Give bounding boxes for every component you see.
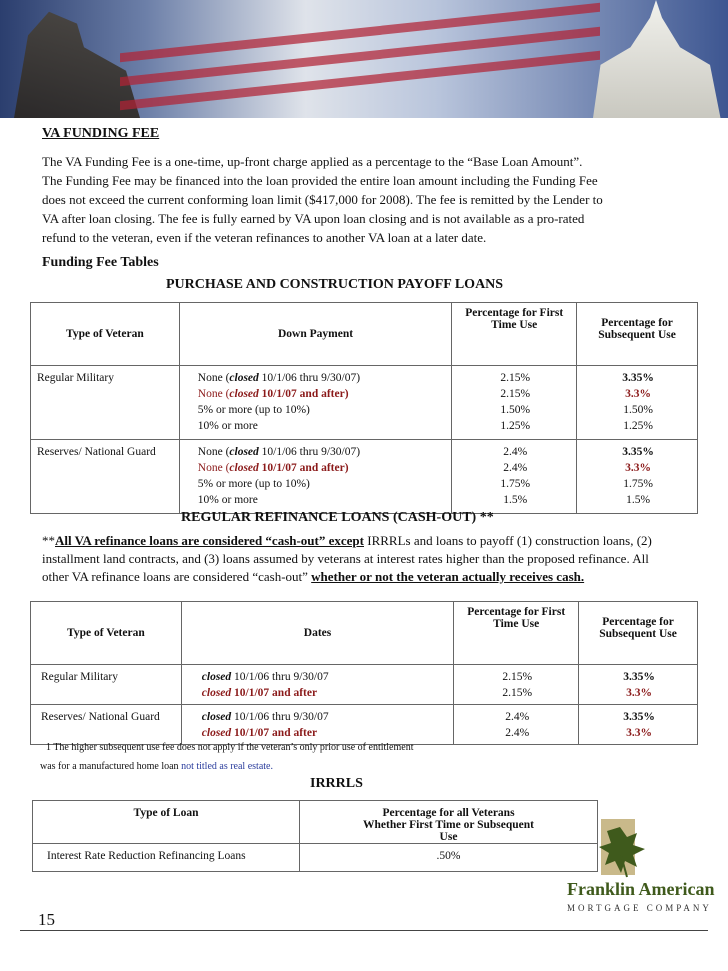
dates-cell [181,705,454,745]
intro-line: VA after loan closing. The fee is fully earned by VA upon loan closing and is not available as a pro-rated [42,211,585,226]
payment-text: 10/1/07 and after) [258,388,349,400]
pct: 3.35% [623,671,655,683]
date-text: 10/1/07 and after [231,727,318,739]
dates-cell [181,665,454,705]
payment-line [198,370,448,386]
header-subsequent: Percentage for Subsequent Use [579,602,698,665]
first-time-cell [452,366,577,440]
pct: 3.35% [622,446,654,458]
payment-text: 10/1/06 thru 9/30/07) [258,372,361,384]
payment-em: closed [229,388,259,400]
intro-line: The Funding Fee may be financed into the loan provided the entire loan amount including the Funding Fee [42,173,598,188]
note-bold: All VA refinance loans are considered “cash-out” except [55,533,364,548]
payment-text: None ( [197,446,230,458]
logo-line-2: MORTGAGE COMPANY [567,903,712,913]
pct: 2.15% [502,671,533,683]
payment-line [198,460,448,476]
payment-text: 10/1/07 and after) [258,462,349,474]
footnote-highlight: not titled as real estate. [181,761,273,772]
logo-line-1: Franklin American [567,879,715,899]
table-row [31,705,698,745]
date-em: closed [201,727,232,739]
payment-line: 10% or more [197,494,258,506]
pct: 3.3% [625,462,651,474]
date-em: closed [201,671,232,683]
pct: 2.4% [505,711,530,723]
franklin-american-logo [565,815,715,915]
date-em: closed [201,711,232,723]
down-payment-cell [179,440,452,514]
date-text: 10/1/07 and after [231,687,318,699]
subsequent-cell [577,366,698,440]
veteran-type: Reserves/ National Guard [31,440,180,514]
date-line [202,709,450,725]
date-em: closed [201,687,232,699]
footnote-text: was for a manufactured home loan [40,761,182,772]
payment-em: closed [229,372,259,384]
pct: 3.3% [626,687,652,699]
footer-divider [20,930,708,931]
subsequent-cell [577,440,698,514]
first-time-cell [454,705,579,745]
pct: 3.3% [625,388,651,400]
payment-text: None ( [197,388,230,400]
fee-title: VA FUNDING FEE [42,126,160,141]
payment-line: 5% or more (up to 10%) [197,478,310,490]
table-row [31,366,698,440]
table-row [33,844,598,872]
intro-paragraph [42,152,682,247]
header-down-payment: Down Payment [179,303,452,366]
header-first-time: Percentage for First Time Use [452,303,577,366]
intro-line: refund to the veteran, even if the veteran refinances to another VA loan at a later date. [42,230,487,245]
refinance-note [42,532,674,586]
date-line [202,669,450,685]
pct: 2.15% [500,388,531,400]
header-first-time: Percentage for First Time Use [454,602,579,665]
down-payment-cell [179,366,452,440]
pct: 2.4% [503,462,528,474]
veteran-type: Regular Military [31,366,180,440]
payment-text: None ( [197,462,230,474]
pct: 3.35% [622,372,654,384]
payment-line [198,444,448,460]
date-text: 10/1/06 thru 9/30/07 [231,711,329,723]
header-pct-all: Percentage for all Veterans Whether First Time or Subsequent Use [300,801,598,844]
irrrl-table [32,800,598,872]
pct: 1.25% [500,420,531,432]
note-tail: whether or not the veteran actually receives cash. [311,569,585,584]
pct: 1.75% [500,478,531,490]
payment-line: 5% or more (up to 10%) [197,404,310,416]
note-prefix: ** [42,533,55,548]
date-text: 10/1/06 thru 9/30/07 [231,671,329,683]
irrrl-title: IRRRLS [310,776,363,791]
tables-heading: Funding Fee Tables [42,255,159,270]
page-number: 15 [38,910,55,929]
purchase-title: PURCHASE AND CONSTRUCTION PAYOFF LOANS [166,277,504,292]
note-text: IRRRLs and loans to payoff (1) construction loans, (2) installment land contracts, and (3) loans assumed by veterans at interest rates higher than the proposed refinance. All other VA refinance loans are considered “cash-out” [42,533,652,584]
payment-text: 10/1/06 thru 9/30/07) [258,446,361,458]
payment-line: 10% or more [197,420,258,432]
subsequent-cell [579,665,698,705]
oak-leaf-icon [565,815,710,915]
intro-line: The VA Funding Fee is a one-time, up-front charge applied as a percentage to the “Base Loan Amount”. [42,154,583,169]
refinance-title: REGULAR REFINANCE LOANS (CASH-OUT) ** [181,510,494,525]
date-line [202,685,450,701]
pct: 1.50% [500,404,531,416]
pct: 1.5% [503,494,528,506]
first-time-cell [452,440,577,514]
header-dates: Dates [181,602,454,665]
table-row [31,665,698,705]
payment-text: None ( [197,372,230,384]
table-header-row [33,801,598,844]
footnote-line-1: 1 The higher subsequent use fee does not apply if the veteran’s only prior use of entitlement [46,742,414,753]
pct: 2.4% [503,446,528,458]
purchase-table [30,302,698,514]
intro-line: does not exceed the current conforming loan limit ($417,000 for 2008). The fee is remitted by the Lender to [42,192,603,207]
header-subsequent: Percentage for Subsequent Use [577,303,698,366]
pct: 2.15% [502,687,533,699]
header-type: Type of Veteran [31,602,182,665]
pct: 3.3% [626,727,652,739]
payment-em: closed [229,446,259,458]
first-time-cell [454,665,579,705]
veteran-type: Regular Military [31,665,182,705]
loan-pct: .50% [300,844,598,872]
payment-line [198,386,448,402]
refinance-table [30,601,698,745]
pct: 1.25% [623,420,653,432]
payment-em: closed [229,462,259,474]
subsequent-cell [579,705,698,745]
table-header-row [31,303,698,366]
pct: 2.4% [505,727,530,739]
header-type: Type of Veteran [31,303,180,366]
pct: 1.5% [626,494,651,506]
date-line [202,725,450,741]
table-header-row [31,602,698,665]
pct: 1.50% [623,404,653,416]
pct: 3.35% [623,711,655,723]
pct: 2.15% [500,372,531,384]
table-row [31,440,698,514]
pct: 1.75% [623,478,653,490]
loan-type: Interest Rate Reduction Refinancing Loans [33,844,300,872]
header-type-of-loan: Type of Loan [33,801,300,844]
footnote-line-2 [40,761,273,772]
veteran-type: Reserves/ National Guard [31,705,182,745]
